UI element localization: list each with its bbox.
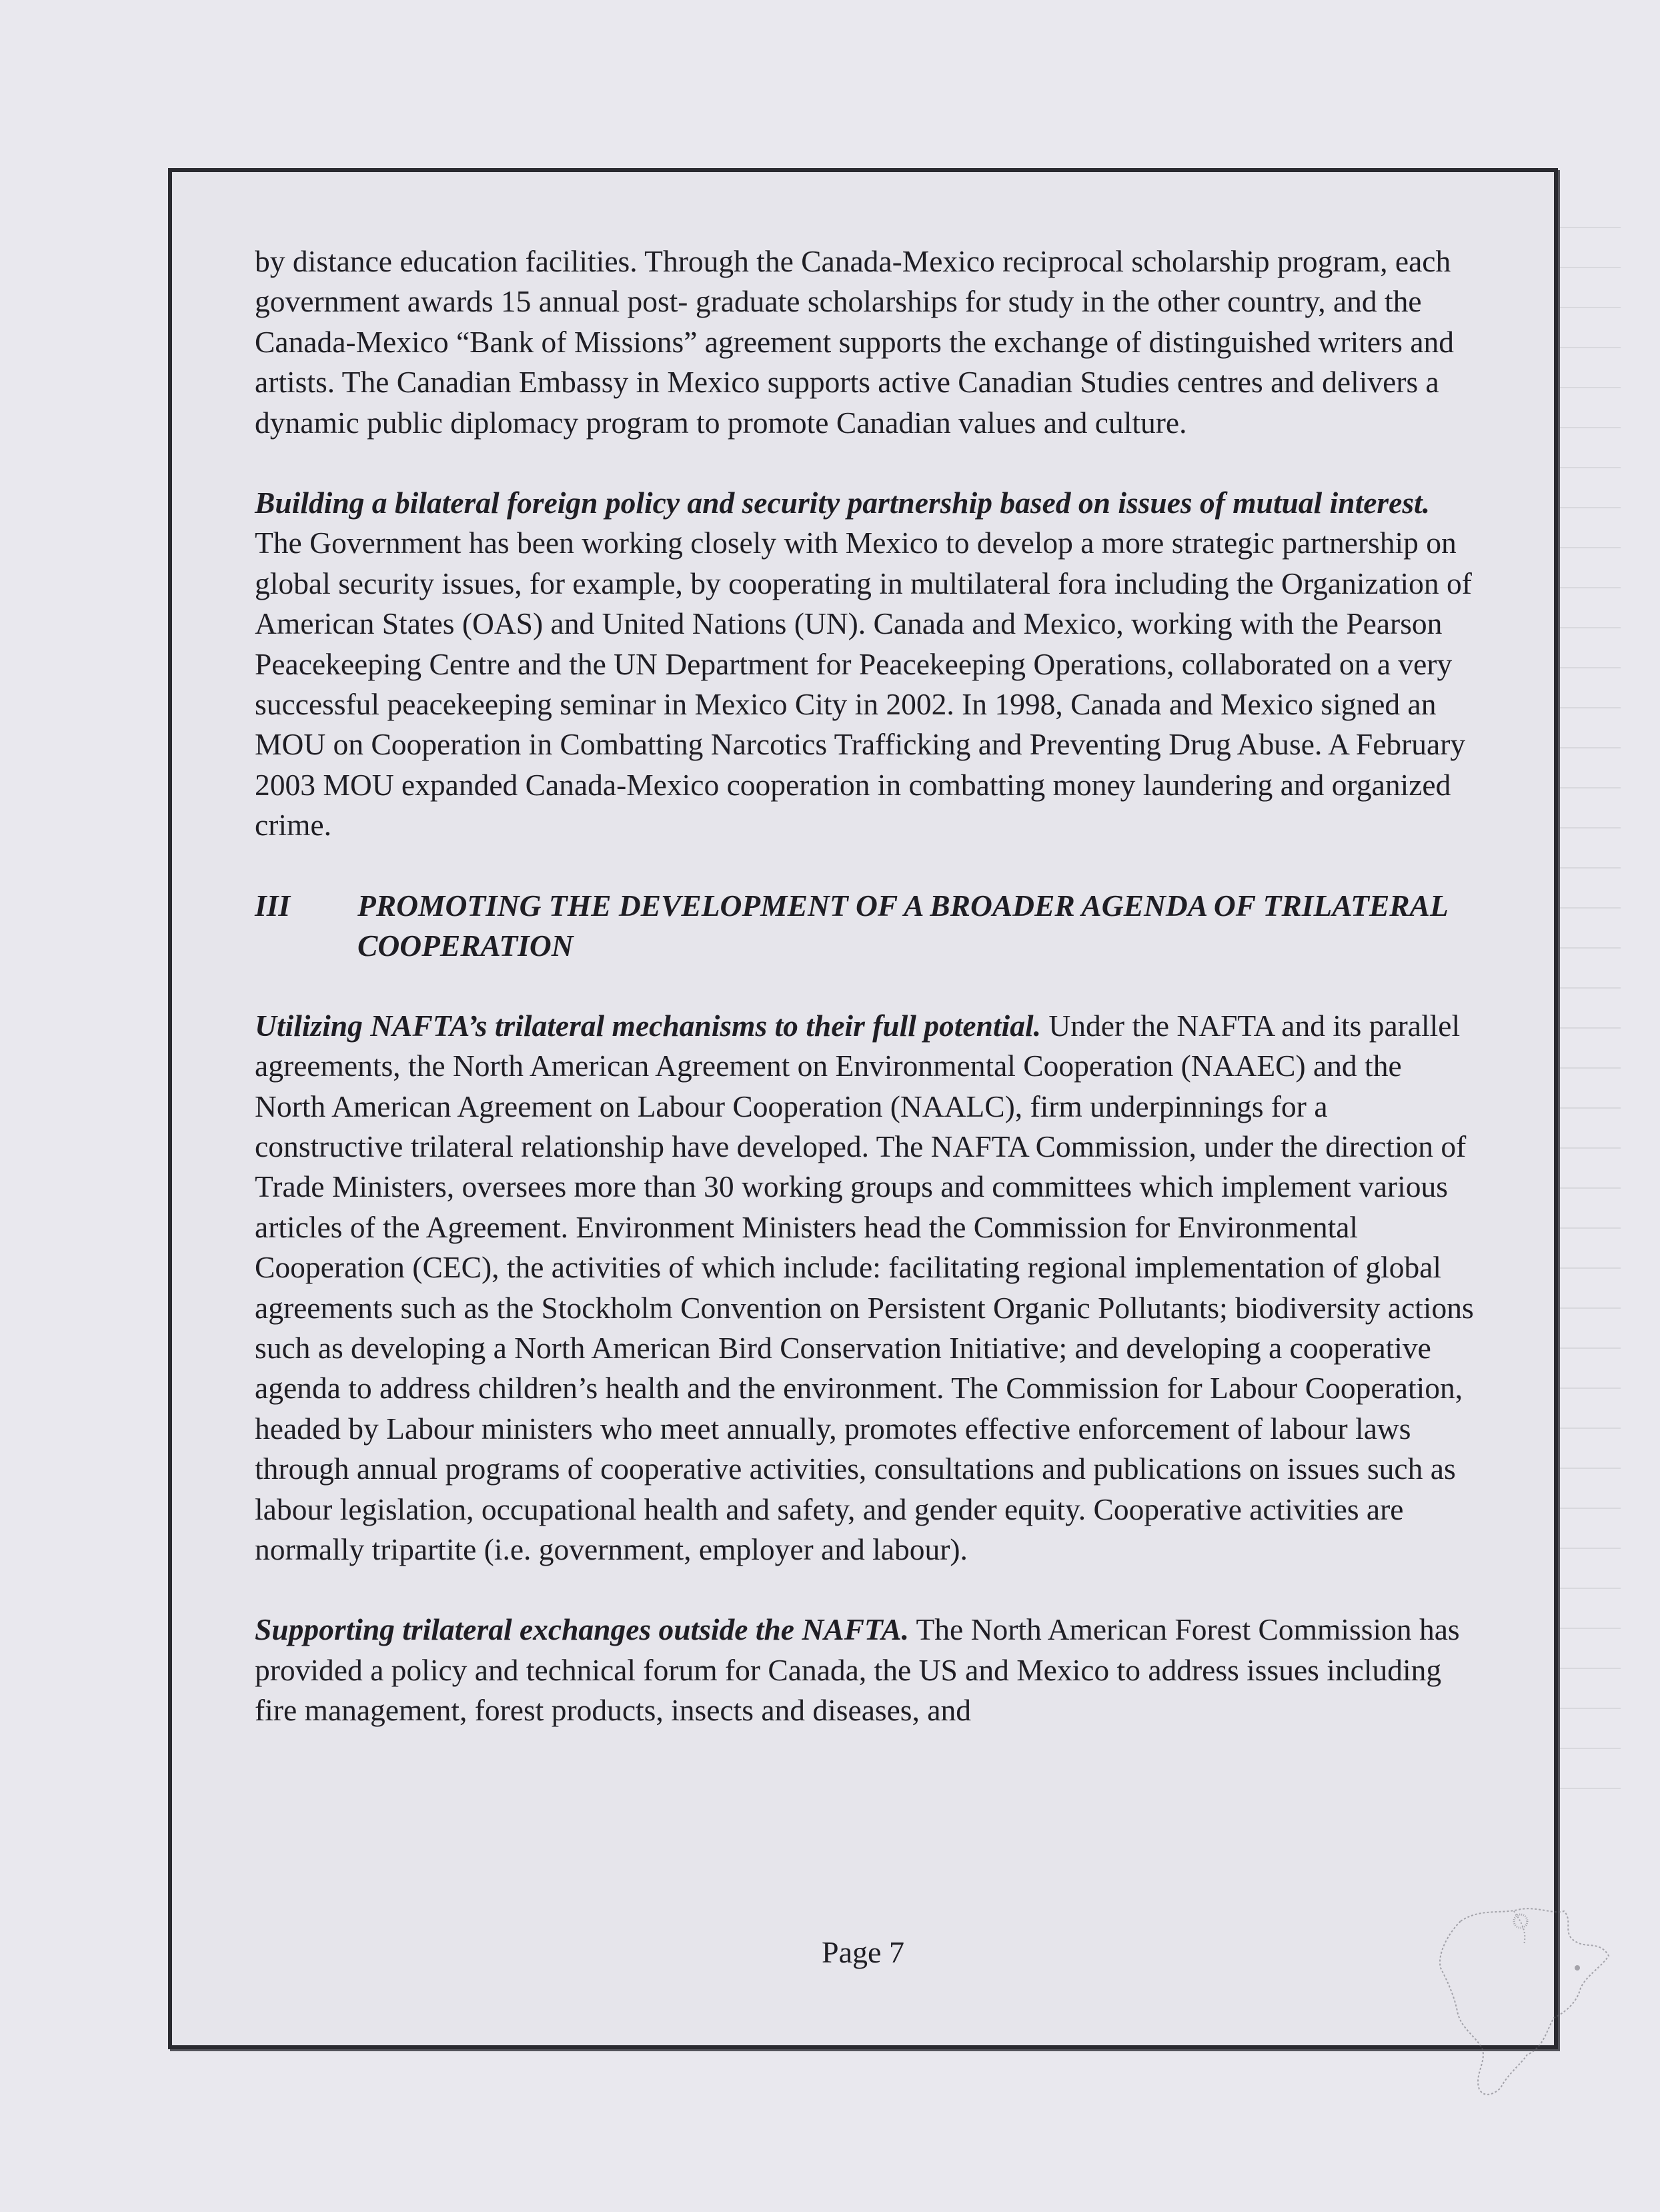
paragraph-lead: Supporting trilateral exchanges outside the NAFTA. <box>255 1612 909 1647</box>
paragraph-body: The Government has been working closely with Mexico to develop a more strategic partnership on global security issues, for example, by cooperating in multilateral fora including the Organization of American States (OAS) and United Nations (UN). Canada and Mexico, working with the Pearson Peacekeeping Centre and the UN Department for Peacekeeping Operations, collaborated on a very successful peacekeeping seminar in Mexico City in 2002. In 1998, Canada and Mexico signed an MOU on Cooperation in Combatting Narcotics Trafficking and Preventing Drug Abuse. A February 2003 MOU expanded Canada-Mexico cooperation in combatting money laundering and organized crime. <box>255 526 1472 843</box>
paragraph-trilateral-exchanges <box>255 1610 1474 1730</box>
page-number: Page 7 <box>822 1935 904 1969</box>
paragraph-scholarships <box>255 241 1474 443</box>
page-content <box>255 241 1474 1771</box>
paragraph-body: The North American Forest Commission has provided a policy and technical forum for Canada, the US and Mexico to address issues including fire management, forest products, insects and diseases, and <box>255 1612 1460 1728</box>
section-number: III <box>255 888 291 923</box>
paragraph-body: Under the NAFTA and its parallel agreements, the North American Agreement on Environmental Cooperation (NAAEC) and the North American Agreement on Labour Cooperation (NAALC), firm underpinnings for a constructive trilateral relationship have developed. The NAFTA Commission, under the direction of Trade Ministers, oversees more than 30 working groups and committees which implement various articles of the Agreement. Environment Ministers head the Commission for Environmental Cooperation (CEC), the activities of which include: facilitating regional implementation of global agreements such as the Stockholm Convention on Persistent Organic Pollutants; biodiversity actions such as developing a North American Bird Conservation Initiative; and developing a cooperative agenda to address children’s health and the environment. The Commission for Labour Cooperation, headed by Labour ministers who meet annually, promotes effective enforcement of labour laws through annual programs of cooperative activities, consultations and publications on issues such as labour legislation, occupational health and safety, and gender equity. Cooperative activities are normally tripartite (i.e. government, employer and labour). <box>255 1008 1474 1566</box>
paragraph-body: by distance education facilities. Through the Canada-Mexico reciprocal scholarship program, each government awards 15 annual post- graduate scholarships for study in the other country, and the Canada-Mexico “Bank of Missions” agreement supports the exchange of distinguished writers and artists. The Canadian Embassy in Mexico supports active Canadian Studies centres and delivers a dynamic public diplomacy program to promote Canadian values and culture. <box>255 244 1455 440</box>
paragraph-lead: Utilizing NAFTA’s trilateral mechanisms to their full potential. <box>255 1008 1041 1043</box>
section-heading <box>255 886 1474 966</box>
paragraph-lead: Building a bilateral foreign policy and security partnership based on issues of mutual interest. <box>255 486 1431 520</box>
north-america-map-watermark <box>1421 1894 1647 2115</box>
page-border <box>168 168 1558 2049</box>
section-title: PROMOTING THE DEVELOPMENT OF A BROADER AGENDA OF TRILATERAL COOPERATION <box>357 888 1448 963</box>
paragraph-security-partnership <box>255 483 1474 846</box>
paragraph-nafta-mechanisms <box>255 1006 1474 1570</box>
